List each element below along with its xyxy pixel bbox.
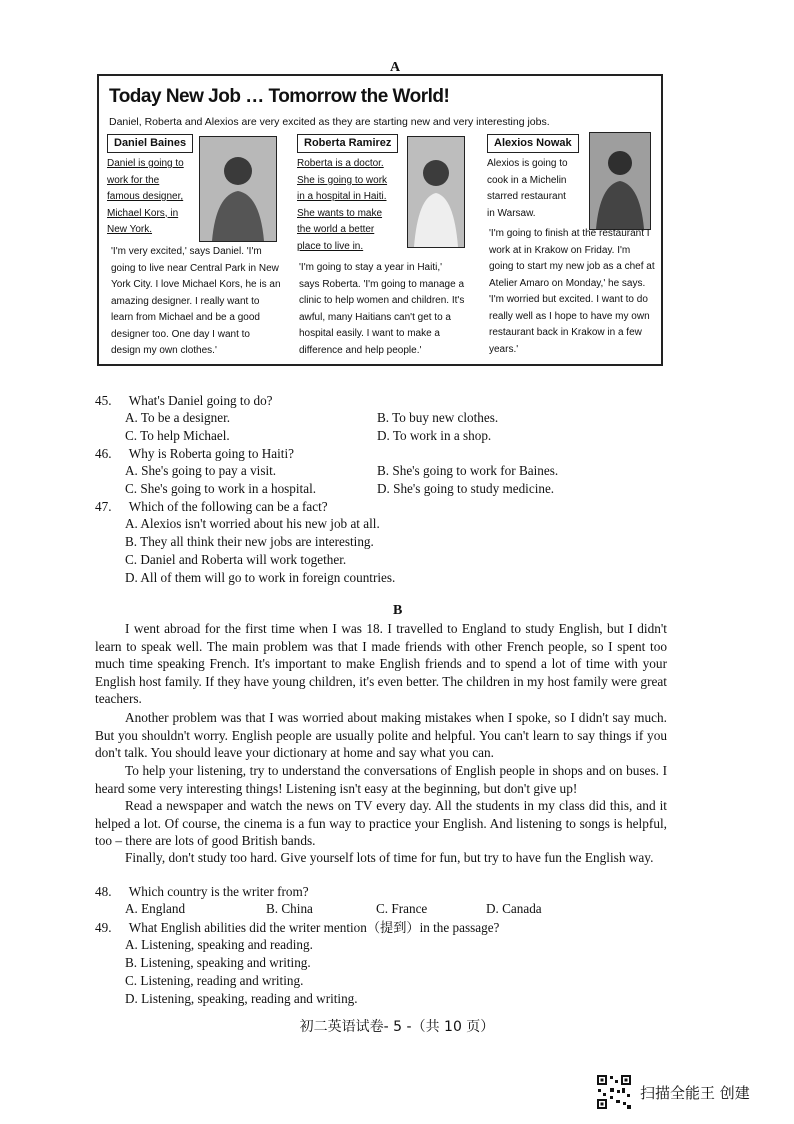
question-text: Which of the following can be a fact? bbox=[128, 499, 328, 514]
question-45 bbox=[95, 392, 273, 410]
question-number: 48. bbox=[95, 884, 112, 899]
option: C. To help Michael. bbox=[125, 428, 230, 443]
option: D. Listening, speaking, reading and writing. bbox=[125, 991, 358, 1006]
alexios-photo bbox=[589, 132, 651, 230]
person-quote: 'I'm going to finish at the restaurant I work at in Krakow on Friday. I'm going to start my new job as a chef at Atelier Amaro on Monday,' he says. 'I'm worried but excited. I want to do really well as I hope to have my own restaurant back in Krakow in a few years.' bbox=[489, 228, 655, 355]
option: B. China bbox=[266, 901, 313, 916]
person-quote: 'I'm very excited,' says Daniel. 'I'm going to live near Central Park in New York City. I love Michael Kors, he is an amazing designer. I really want to learn from Michael and be a good designer too. One day I want to design my own clothes.' bbox=[111, 246, 281, 356]
option: B. She's going to work for Baines. bbox=[377, 463, 559, 478]
question-number: 46. bbox=[95, 446, 112, 461]
person-intro: Daniel is going to work for the famous designer, Michael Kors, in New York. bbox=[107, 158, 184, 235]
question-number: 45. bbox=[95, 393, 112, 408]
option: B. They all think their new jobs are interesting. bbox=[125, 534, 374, 549]
section-a-label: A bbox=[390, 60, 401, 75]
article-box bbox=[97, 74, 663, 366]
question-text: What's Daniel going to do? bbox=[128, 393, 273, 408]
person-name: Roberta Ramirez bbox=[297, 134, 398, 153]
person-quote: 'I'm going to stay a year in Haiti,' says Roberta. 'I'm going to manage a clinic to help women and children. It's awful, many Haitians can't get to a hospital easily. I want to make a difference and help people.' bbox=[299, 262, 465, 356]
person-name: Alexios Nowak bbox=[487, 134, 579, 153]
roberta-photo bbox=[407, 136, 465, 248]
question-46 bbox=[95, 445, 294, 463]
option: A. Listening, speaking and reading. bbox=[125, 937, 313, 952]
question-number: 47. bbox=[95, 499, 112, 514]
person-column-alexios bbox=[487, 134, 579, 222]
option: D. All of them will go to work in foreign countries. bbox=[125, 570, 396, 585]
passage-paragraph: Read a newspaper and watch the news on TV every day. All the students in my class did this, and it helped a lot. Of course, the cinema is a fun way to practice your English. And listening to songs is helpful, too – there are lots of good British bands. bbox=[95, 798, 667, 849]
option: D. She's going to study medicine. bbox=[377, 481, 555, 496]
person-column-daniel bbox=[107, 134, 193, 239]
question-47 bbox=[95, 498, 328, 516]
question-number: 49. bbox=[95, 920, 112, 935]
option: C. Listening, reading and writing. bbox=[125, 973, 304, 988]
article-subtitle: Daniel, Roberta and Alexios are very excited as they are starting new and very interesting jobs. bbox=[109, 116, 550, 128]
option: A. To be a designer. bbox=[125, 410, 231, 425]
option: D. Canada bbox=[486, 901, 542, 916]
person-intro: Alexios is going to cook in a Michelin starred restaurant in Warsaw. bbox=[487, 158, 568, 219]
scanner-watermark: 扫描全能王 创建 bbox=[640, 1084, 750, 1102]
question-text: Why is Roberta going to Haiti? bbox=[128, 446, 294, 461]
option: C. France bbox=[376, 901, 428, 916]
passage-paragraph: To help your listening, try to understand the conversations of English people in shops and on buses. I heard some very interesting things! Listening isn't easy at the beginning, but don't give up! bbox=[95, 763, 667, 796]
question-text: What English abilities did the writer mention（提到）in the passage? bbox=[128, 920, 500, 935]
page-footer: 初二英语试卷- 5 -（共 10 页） bbox=[299, 1019, 495, 1035]
person-column-roberta bbox=[297, 134, 398, 255]
qr-code-icon bbox=[596, 1074, 632, 1110]
passage-paragraph: Finally, don't study too hard. Give yourself lots of time for fun, but try to have fun the English way. bbox=[125, 850, 654, 865]
option: A. England bbox=[125, 901, 186, 916]
option: C. Daniel and Roberta will work together. bbox=[125, 552, 347, 567]
option: A. Alexios isn't worried about his new job at all. bbox=[125, 516, 380, 531]
option: B. Listening, speaking and writing. bbox=[125, 955, 311, 970]
person-intro: Roberta is a doctor. She is going to work in a hospital in Haiti. She wants to make the world a better place to live in. bbox=[297, 158, 388, 252]
option: B. To buy new clothes. bbox=[377, 410, 499, 425]
daniel-photo bbox=[199, 136, 277, 242]
question-text: Which country is the writer from? bbox=[128, 884, 309, 899]
person-name: Daniel Baines bbox=[107, 134, 193, 153]
option: C. She's going to work in a hospital. bbox=[125, 481, 317, 496]
article-title: Today New Job … Tomorrow the World! bbox=[109, 86, 450, 107]
option: A. She's going to pay a visit. bbox=[125, 463, 277, 478]
passage-paragraph: I went abroad for the first time when I was 18. I travelled to England to study English, but I didn't learn to speak well. The main problem was that I made friends with other French people, so I spent too much time speaking French. It's important to make English friends and to spend a lot of time with your English host family. If they have young children, it's even better. The children in my host family were great teachers. bbox=[95, 621, 667, 707]
question-49 bbox=[95, 919, 499, 937]
passage-paragraph: Another problem was that I was worried about making mistakes when I spoke, so I didn't say much. But you shouldn't worry. English people are usually polite and helpful. You can't learn to say things if you don't talk. You should leave your dictionary at home and say what you can. bbox=[95, 710, 667, 761]
section-b-label: B bbox=[393, 603, 403, 618]
question-48 bbox=[95, 883, 309, 901]
option: D. To work in a shop. bbox=[377, 428, 492, 443]
